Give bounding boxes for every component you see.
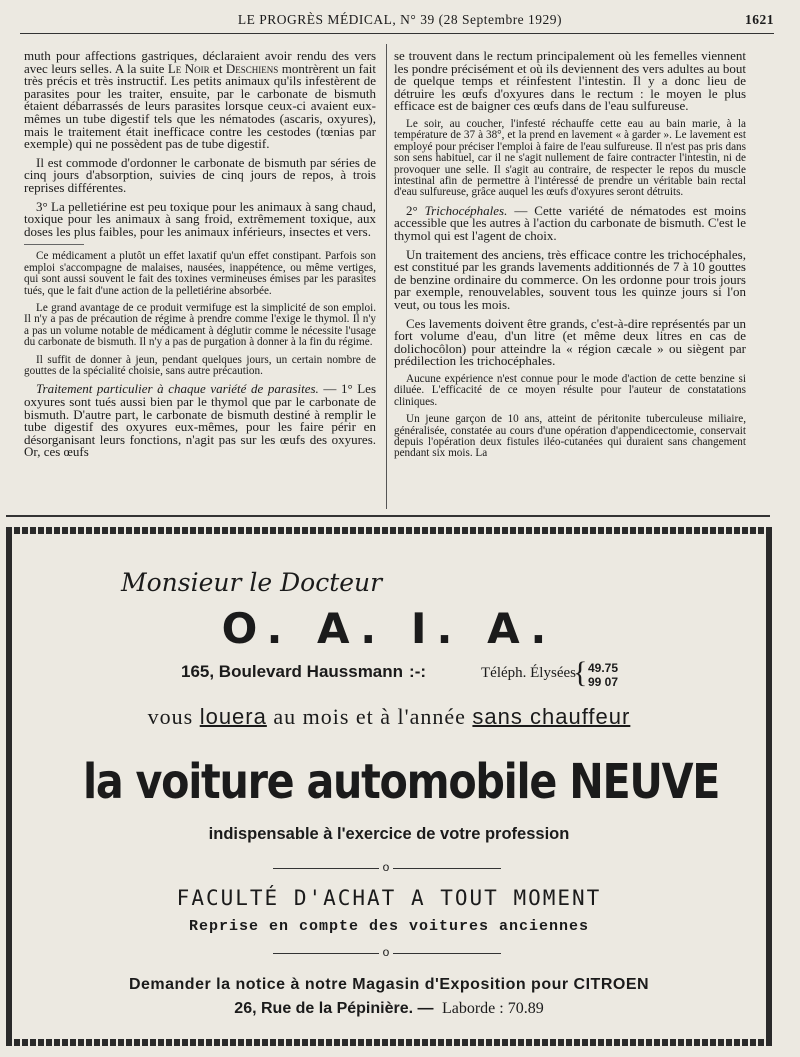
section-rule <box>6 515 770 517</box>
left-paragraph-4: Traitement particulier à chaque variété de parasites. — 1° Les oxyures sont tués aussi bien par le thymol que par le carbonate de bismuth. D'autre part, le carbonate de bismuth destiné à remplir le tube digestif des oxyures eux-mêmes, pour les faire périr en désorganisant leurs fonctions, n'agit pas sur les œufs des oxyures. Or, ces œufs <box>24 381 376 460</box>
ad-notice-line: Demander la notice à notre Magasin d'Exposition pour CITROEN <box>128 976 650 993</box>
left-small-paragraph-3: Il suffit de donner à jeun, pendant quelques jours, un certain nombre de gouttes de la spécialité choisie, sans autre précaution. <box>24 353 376 377</box>
ornament-divider-2: o <box>273 947 501 959</box>
ad-store-address: 26, Rue de la Pépinière. — Laborde : 70.89 <box>234 1000 544 1017</box>
ad-salutation: Monsieur le Docteur <box>121 568 383 597</box>
right-small-paragraph-1: Le soir, au coucher, l'infesté réchauffe cette eau au bain marie, à la température de 37 à 38°, et la prend en lavement « à garder ». Le lavement est employé pour préciser l'emploi à faire de l'eau sulfureuse. Il n'est pas pris dans son sens habituel, car il ne s'agit nullement de faire contracter l'intestin, ni de provoquer une selle. Il s'agit au contraire, de respecter le repos du muscle intestinal afin de permettre à l'intéressé de prendre un véritable bain rectal d'eau sulfureuse, grâce auquel les œufs d'oxyures seront détruits. <box>394 117 746 199</box>
left-column <box>24 50 376 505</box>
ad-address: 165, Boulevard Haussmann :-: <box>181 662 427 681</box>
ad-phone-label: Téléph. Élysées <box>481 665 576 681</box>
left-paragraph-1: muth pour affections gastriques, déclaraient avoir rendu des vers avec leurs selles. A la suite Le Noir et Deschiens montrèrent un fait très précis et très instructif. Les petits animaux qu'ils infestèrent de parasites pour les traiter, ensuite, par le carbonate de bismuth étaient débarrassés de leurs parasites lorsque ceux-ci avaient eux-mêmes un tube digestif tels que les nématodes (ascaris, oxyures), mais le traitement était inefficace contre les cestodes (tœnias par exemple) qui ne possèdent pas de tube digestif. <box>24 50 376 152</box>
ad-phone-2: 99 07 <box>588 675 619 689</box>
right-paragraph-2: 2° Trichocéphales. — Cette variété de nématodes est moins accessible que les autres à l'action du carbonate de bismuth. C'est le thymol qui est l'agent de choix. <box>394 202 746 243</box>
ad-headline: la voiture automobile NEUVE <box>83 754 720 810</box>
ad-brand: O. A. I. A. <box>221 604 557 653</box>
ad-phone-1: 49.75 <box>588 661 619 675</box>
right-column <box>394 50 746 505</box>
left-small-paragraph-1: Ce médicament a plutôt un effet laxatif qu'un effet constipant. Parfois son emploi s'accompagne de malaises, nausées, inappétence, ou même vertiges, qui sont aussi souvent le fait des toxines vermineuses émises par les parasites tués, que le fait d'une action de la pelletiérine absorbée. <box>24 250 376 297</box>
right-paragraph-3: Un traitement des anciens, très efficace contre les trichocéphales, est constitué par les grands lavements additionnés de 7 à 10 gouttes de benzine ordinaire du commerce. On les ordonne pour trois jours par exemple, renouvelables, souvent tous les quinze jours si l'on veut, ou tous les mois. <box>394 246 746 312</box>
column-separator <box>386 44 387 509</box>
header-rule <box>20 33 774 34</box>
left-paragraph-2: Il est commode d'ordonner le carbonate de bismuth par séries de cinq jours d'absorption, suivies de cinq jours de repos, à trois reprises différentes. <box>24 154 376 195</box>
ad-phone-numbers <box>588 661 618 689</box>
ad-subline: indispensable à l'exercice de votre profession <box>208 825 570 843</box>
journal-title: LE PROGRÈS MÉDICAL, N° 39 (28 Septembre 1929) <box>237 12 563 27</box>
advertisement <box>6 527 772 1046</box>
ad-faculty-line: FACULTÉ D'ACHAT A TOUT MOMENT <box>176 886 602 910</box>
ad-rental-line: vous louera au mois et à l'année sans chauffeur <box>147 704 631 729</box>
divider <box>24 244 84 245</box>
brace-icon: { <box>573 656 588 689</box>
running-header <box>20 10 780 32</box>
right-small-paragraph-2: Aucune expérience n'est connue pour le mode d'action de cette benzine si diluée. L'efficacité de ce moyen résulte pour l'auteur de constatations cliniques. <box>394 372 746 408</box>
ornament-divider-1: o <box>273 862 501 874</box>
page-number: 1621 <box>745 12 774 27</box>
right-small-paragraph-3: Un jeune garçon de 10 ans, atteint de péritonite tuberculeuse miliaire, généralisée, constatée au cours d'une opération d'appendicectomie, conservait depuis l'opération deux fistules iléo-cutanées qui duraient sans changement pendant six mois. La <box>394 413 746 460</box>
ad-reprise-line: Reprise en compte des voitures anciennes <box>188 918 590 935</box>
right-paragraph-1: se trouvent dans le rectum principalement où les femelles viennent les pondre précisément et où ils deviennent des vers adultes au bout de quelque temps et réinfestent l'intestin. Il y a donc lieu de détruire les œufs d'oxyures dans le rectum : le moyen le plus efficace est de baigner ces œufs dans de l'eau sulfureuse. <box>394 50 746 114</box>
left-small-paragraph-2: Le grand avantage de ce produit vermifuge est la simplicité de son emploi. Il n'y a pas de précaution de régime à prendre comme l'exige le thymol. Il n'y a pas un volume notable de médicament à déglutir comme le nécessite l'usage du carbonate de bismuth. Il n'y a pas de purgation à donner à la fin du régime. <box>24 301 376 349</box>
left-paragraph-3: 3° La pelletiérine est peu toxique pour les animaux à sang chaud, toxique pour les animaux à sang froid, extrêmement toxique, aux doses les plus faibles, pour les animaux inférieurs, insectes et vers. <box>24 198 376 239</box>
right-paragraph-4: Ces lavements doivent être grands, c'est-à-dire représentés par un fort volume d'eau, d'un litre (et même deux litres en cas de dolichocôlon) pour atteindre la « région cæcale » ou siègent par prédilection les trichocéphales. <box>394 315 746 369</box>
